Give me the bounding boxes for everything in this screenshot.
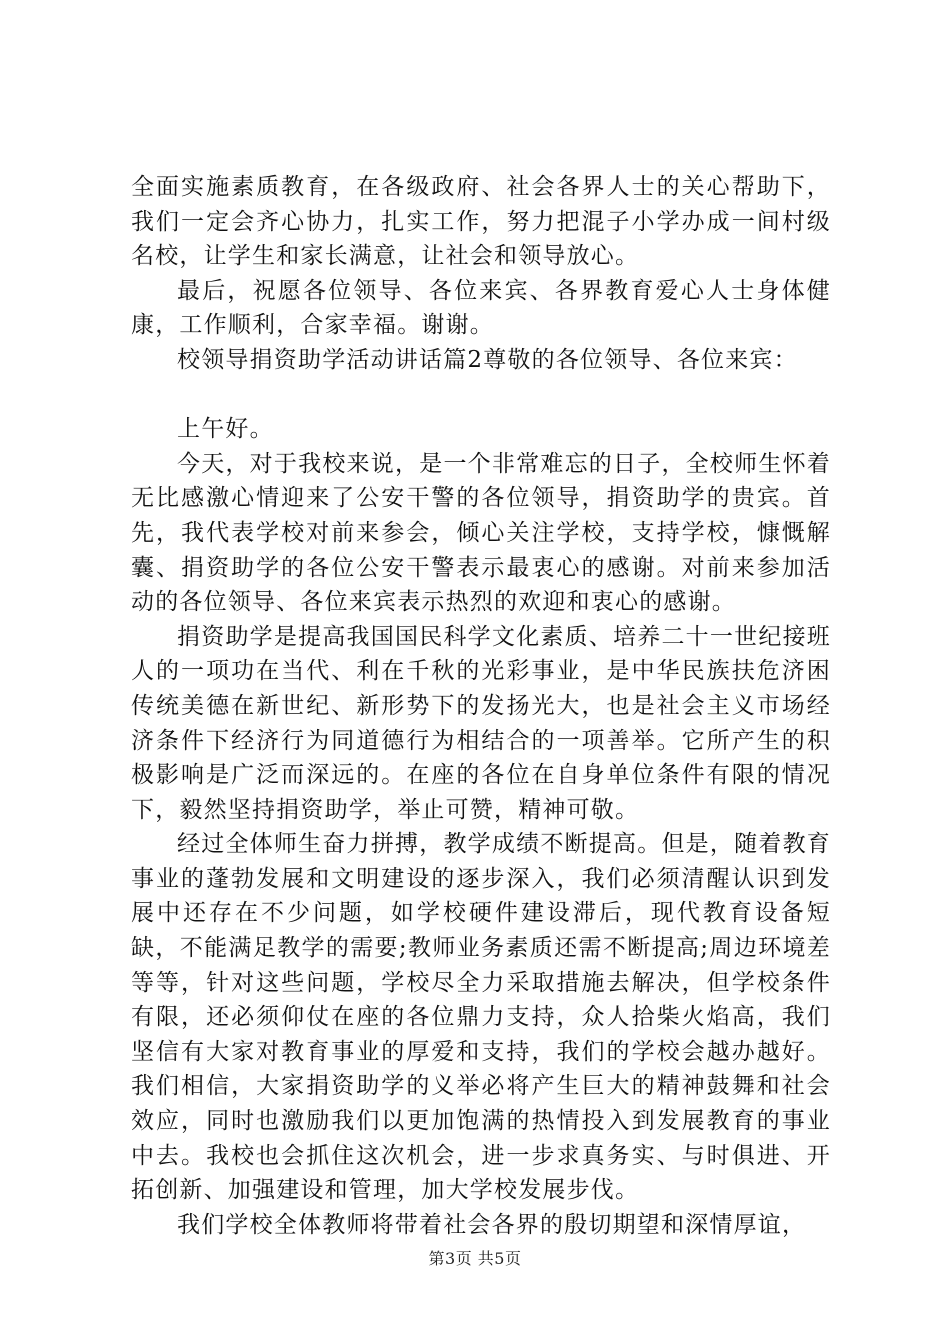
paragraph-6: 经过全体师生奋力拼搏，教学成绩不断提高。但是，随着教育事业的蓬勃发展和文明建设的逐步深入，我们必须清醒认识到发展中还存在不少问题，如学校硬件建设滞后，现代教育设备短缺，不能满足教学的需要;教师业务素质还需不断提高;周边环境差等等，针对这些问题，学校尽全力采取措施去解决，但学校条件有限，还必须仰仗在座的各位鼎力支持，众人拾柴火焰高，我们坚信有大家对教育事业的厚爱和支持，我们的学校会越办越好。我们相信，大家捐资助学的义举必将产生巨大的精神鼓舞和社会效应，同时也激励我们以更加饱满的热情投入到发展教育的事业中去。我校也会抓住这次机会，进一步求真务实、与时俱进、开拓创新、加强建设和管理，加大学校发展步伐。: [131, 831, 831, 1204]
paragraph-5: 捐资助学是提高我国国民科学文化素质、培养二十一世纪接班人的一项功在当代、利在千秋的光彩事业，是中华民族扶危济困传统美德在新世纪、新形势下的发扬光大，也是社会主义市场经济条件下经济行为同道德行为相结合的一项善举。它所产生的积极影响是广泛而深远的。在座的各位在自身单位条件有限的情况下，毅然坚持捐资助学，举止可赞，精神可敬。: [131, 623, 831, 823]
page-number-footer: 第3页 共5页: [428, 1249, 522, 1268]
paragraph-greeting: 上午好。: [177, 416, 274, 443]
paragraph-2: 最后，祝愿各位领导、各位来宾、各界教育爱心人士身体健康，工作顺利，合家幸福。谢谢。: [131, 277, 831, 339]
paragraph-3-heading: 校领导捐资助学活动讲话篇2尊敬的各位领导、各位来宾：: [177, 346, 798, 373]
paragraph-1: 全面实施素质教育，在各级政府、社会各界人士的关心帮助下，我们一定会齐心协力，扎实工作，努力把混子小学办成一间村级名校，让学生和家长满意，让社会和领导放心。: [131, 174, 831, 270]
paragraph-4: 今天，对于我校来说，是一个非常难忘的日子，全校师生怀着无比感激心情迎来了公安干警的各位领导，捐资助学的贵宾。首先，我代表学校对前来参会，倾心关注学校，支持学校，慷慨解囊、捐资助学的各位公安干警表示最衷心的感谢。对前来参加活动的各位领导、各位来宾表示热烈的欢迎和衷心的感谢。: [131, 450, 831, 616]
blank-line: [131, 378, 831, 413]
paragraph-7: 我们学校全体教师将带着社会各界的殷切期望和深情厚谊，: [177, 1211, 807, 1238]
document-body: [131, 170, 831, 1242]
